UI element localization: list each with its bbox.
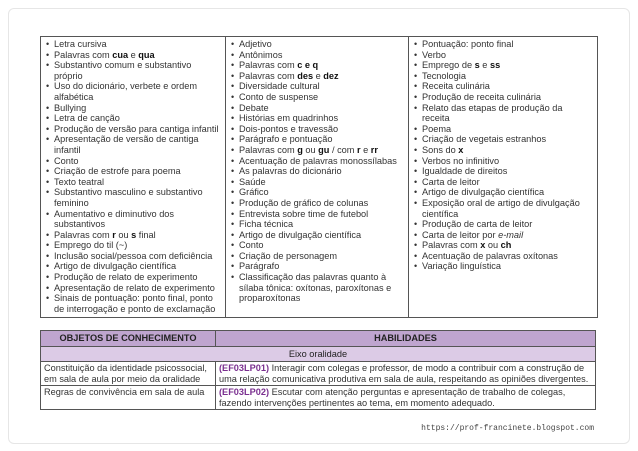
skill-row: [41, 362, 596, 386]
skill-row: [41, 386, 596, 410]
topic-item: [45, 230, 222, 241]
topic-text: rr: [370, 144, 378, 155]
topic-text: c e q: [297, 60, 319, 71]
topic-text: Palavras com: [54, 229, 113, 240]
skills-table: [40, 330, 596, 410]
topic-text: Entrevista sobre time de futebol: [239, 208, 369, 219]
topic-text: gu: [318, 144, 330, 155]
topic-item: [45, 187, 222, 208]
topic-item: [230, 81, 405, 92]
topic-text: dez: [323, 70, 339, 81]
skill-text: Interagir com colegas e professor, de modo a contribuir com a construção de uma relação comunicativa produtiva em sala de aula, respeitando as opiniões divergentes.: [219, 363, 589, 384]
topic-text: Letra cursiva: [54, 39, 107, 49]
topic-text: Tecnologia: [422, 70, 466, 81]
topic-text: Acentuação de palavras monossílabas: [239, 155, 397, 166]
topic-item: [230, 230, 405, 241]
topic-item: [45, 272, 222, 283]
topic-text: Acentuação de palavras oxítonas: [422, 250, 558, 261]
topic-text: Classificação das palavras quanto à sílaba tônica: oxítonas, paroxítonas e proparoxítonas: [239, 272, 392, 304]
topic-item: [413, 177, 592, 188]
topics-table: [40, 36, 598, 318]
topic-item: [230, 103, 405, 114]
topic-item: [45, 50, 222, 61]
topic-text: s: [131, 229, 137, 240]
topic-text: Exposição oral de artigo de divulgação científica: [422, 197, 580, 219]
topic-item: [413, 156, 592, 167]
topic-text: / com: [329, 144, 357, 155]
topic-text: Artigo de divulgação científica: [239, 229, 362, 240]
topic-text: ou: [485, 240, 501, 251]
topic-item: [230, 39, 405, 50]
topic-text: x: [480, 240, 486, 251]
topic-text: Criação de estrofe para poema: [54, 166, 181, 177]
topic-item: [230, 145, 405, 156]
topic-text: Igualdade de direitos: [422, 166, 508, 177]
topic-text: Verbos no infinitivo: [422, 155, 500, 166]
topic-text: cua: [112, 49, 129, 60]
topic-text: Conto: [239, 240, 264, 251]
topic-item: [413, 261, 592, 272]
topic-item: [413, 187, 592, 198]
site-url[interactable]: https://prof-francinete.blogspot.com: [421, 424, 594, 433]
topic-item: [230, 198, 405, 209]
topic-list-1: [45, 39, 222, 314]
topic-text: Ficha técnica: [239, 219, 294, 230]
topic-item: [230, 71, 405, 82]
topic-text: Uso do dicionário, verbete e ordem alfabética: [54, 81, 197, 102]
skill-code: (EF03LP01): [219, 363, 270, 373]
topic-text: Sinais de pontuação: ponto final, ponto de interrogação e ponto de exclamação: [54, 293, 216, 314]
topic-text: Saúde: [239, 176, 266, 187]
topic-item: [45, 283, 222, 294]
topic-text: Palavras com: [239, 70, 298, 81]
topic-text: Aumentativo e diminutivo dos substantivos: [54, 208, 175, 230]
topic-text: r: [112, 229, 116, 240]
topic-item: [45, 103, 222, 114]
topic-text: Bullying: [54, 102, 87, 113]
topic-text: Sons do: [422, 144, 459, 155]
topic-text: Parágrafo e pontuação: [239, 134, 333, 145]
topic-item: [413, 71, 592, 82]
topic-text: Criação de vegetais estranhos: [422, 134, 547, 145]
topic-list-2: [230, 39, 405, 304]
topic-text: e: [479, 60, 490, 71]
topic-item: [413, 124, 592, 135]
topic-item: [413, 81, 592, 92]
topic-text: As palavras do dicionário: [239, 166, 342, 177]
topic-item: [45, 240, 222, 251]
topic-item: [45, 166, 222, 177]
topic-item: [45, 293, 222, 314]
skill-code: (EF03LP02): [219, 387, 270, 397]
topic-item: [413, 134, 592, 145]
topic-text: Produção de receita culinária: [422, 91, 541, 102]
topic-text: Debate: [239, 102, 269, 113]
topic-text: Artigo de divulgação científica: [422, 187, 545, 198]
topic-text: Palavras com: [239, 60, 298, 71]
topic-list-3: [413, 39, 592, 272]
topic-text: Emprego de: [422, 60, 475, 71]
skill-object: Regras de convivência em sala de aula: [41, 386, 216, 410]
topic-text: e: [360, 144, 371, 155]
topic-item: [45, 177, 222, 188]
topic-item: [413, 251, 592, 262]
topic-text: Pontuação: ponto final: [422, 39, 514, 49]
topic-text: ss: [489, 60, 501, 71]
topic-item: [413, 166, 592, 177]
topic-item: [413, 230, 592, 241]
topic-text: Antônimos: [239, 49, 283, 60]
topic-text: Adjetivo: [239, 39, 272, 49]
topic-text: Produção de carta de leitor: [422, 219, 533, 230]
topic-text: Relato das etapas de produção da receita: [422, 102, 563, 124]
skill-description: [216, 386, 596, 410]
topic-item: [230, 60, 405, 71]
topic-text: Carta de leitor por: [422, 229, 499, 240]
skill-text: Escutar com atenção perguntas e apresentação de trabalho de colegas, fazendo intervenções pertinentes ao tema, em momento adequado.: [219, 387, 566, 408]
topic-item: [45, 251, 222, 262]
topic-item: [230, 251, 405, 262]
topic-text: ou: [115, 229, 132, 240]
topic-text: g: [297, 144, 303, 155]
topic-text: Verbo: [422, 49, 447, 60]
topic-text: Poema: [422, 123, 452, 134]
topic-text: Substantivo comum e substantivo próprio: [54, 60, 192, 81]
topic-item: [413, 103, 592, 124]
header-objects: OBJETOS DE CONHECIMENTO: [41, 331, 216, 347]
topic-text: Variação linguística: [422, 261, 501, 272]
topic-text: r: [356, 144, 361, 155]
topic-text: Texto teatral: [54, 176, 105, 187]
topic-text: des: [297, 70, 314, 81]
topic-text: Histórias em quadrinhos: [239, 113, 339, 124]
topics-column-2: [226, 37, 409, 317]
topic-item: [230, 261, 405, 272]
topic-item: [230, 219, 405, 230]
topic-item: [45, 113, 222, 124]
topic-text: Palavras com: [54, 49, 113, 60]
topic-item: [413, 60, 592, 71]
topic-text: Produção de versão para cantiga infantil: [54, 123, 219, 134]
topic-item: [45, 156, 222, 167]
topic-text: Produção de gráfico de colunas: [239, 197, 369, 208]
skill-description: [216, 362, 596, 386]
topic-text: Dois-pontos e travessão: [239, 123, 339, 134]
topic-text: Conto: [54, 155, 79, 166]
topic-text: Carta de leitor: [422, 176, 480, 187]
topic-item: [45, 81, 222, 102]
topic-text: Artigo de divulgação científica: [54, 261, 177, 272]
topic-text: Emprego do til (~): [54, 240, 128, 251]
topic-text: Apresentação de relato de experimento: [54, 282, 215, 293]
topic-text: Diversidade cultural: [239, 81, 320, 92]
topic-item: [230, 187, 405, 198]
topic-item: [230, 272, 405, 304]
topic-text: e: [128, 49, 139, 60]
header-skills: HABILIDADES: [216, 331, 596, 347]
topic-item: [230, 92, 405, 103]
topic-item: [230, 113, 405, 124]
topic-text: Gráfico: [239, 187, 269, 198]
topic-item: [230, 240, 405, 251]
topic-item: [230, 124, 405, 135]
topics-column-3: [409, 37, 595, 317]
topic-text: Receita culinária: [422, 81, 490, 92]
topic-item: [230, 134, 405, 145]
topic-text: Substantivo masculino e substantivo feminino: [54, 187, 203, 208]
topic-text: ou: [302, 144, 319, 155]
topic-item: [45, 134, 222, 155]
topic-item: [413, 39, 592, 50]
topic-text: Letra de canção: [54, 113, 120, 124]
topic-item: [230, 156, 405, 167]
topic-item: [45, 261, 222, 272]
topic-text: Inclusão social/pessoa com deficiência: [54, 250, 213, 261]
topic-text: Palavras com: [422, 240, 481, 251]
topic-item: [413, 145, 592, 156]
topic-text: Palavras com: [239, 144, 298, 155]
topic-text: qua: [138, 49, 155, 60]
topic-item: [230, 166, 405, 177]
topic-text: Parágrafo: [239, 261, 280, 272]
skills-header-row: [41, 331, 596, 347]
section-title: Eixo oralidade: [41, 347, 596, 362]
topic-text: Criação de personagem: [239, 250, 338, 261]
skill-object: Constituição da identidade psicossocial, em sala de aula por meio da oralidade: [41, 362, 216, 386]
topic-text: final: [136, 229, 156, 240]
topic-item: [413, 92, 592, 103]
topic-text: ch: [500, 240, 512, 251]
topic-item: [45, 124, 222, 135]
topic-text: s: [474, 60, 480, 71]
topic-text: x: [458, 144, 464, 155]
topic-text: Apresentação de versão de cantiga infantil: [54, 134, 199, 155]
topic-item: [45, 39, 222, 50]
topic-text: Conto de suspense: [239, 91, 319, 102]
topic-item: [413, 198, 592, 219]
topic-item: [45, 60, 222, 81]
topic-text: e: [313, 70, 324, 81]
topic-item: [413, 50, 592, 61]
topic-text: e-mail: [498, 229, 524, 240]
topic-item: [413, 240, 592, 251]
topic-text: Produção de relato de experimento: [54, 272, 198, 283]
topic-item: [413, 219, 592, 230]
topics-column-1: [41, 37, 226, 317]
topic-item: [230, 209, 405, 220]
topic-item: [230, 50, 405, 61]
topic-item: [45, 209, 222, 230]
section-row: [41, 347, 596, 362]
topic-item: [230, 177, 405, 188]
